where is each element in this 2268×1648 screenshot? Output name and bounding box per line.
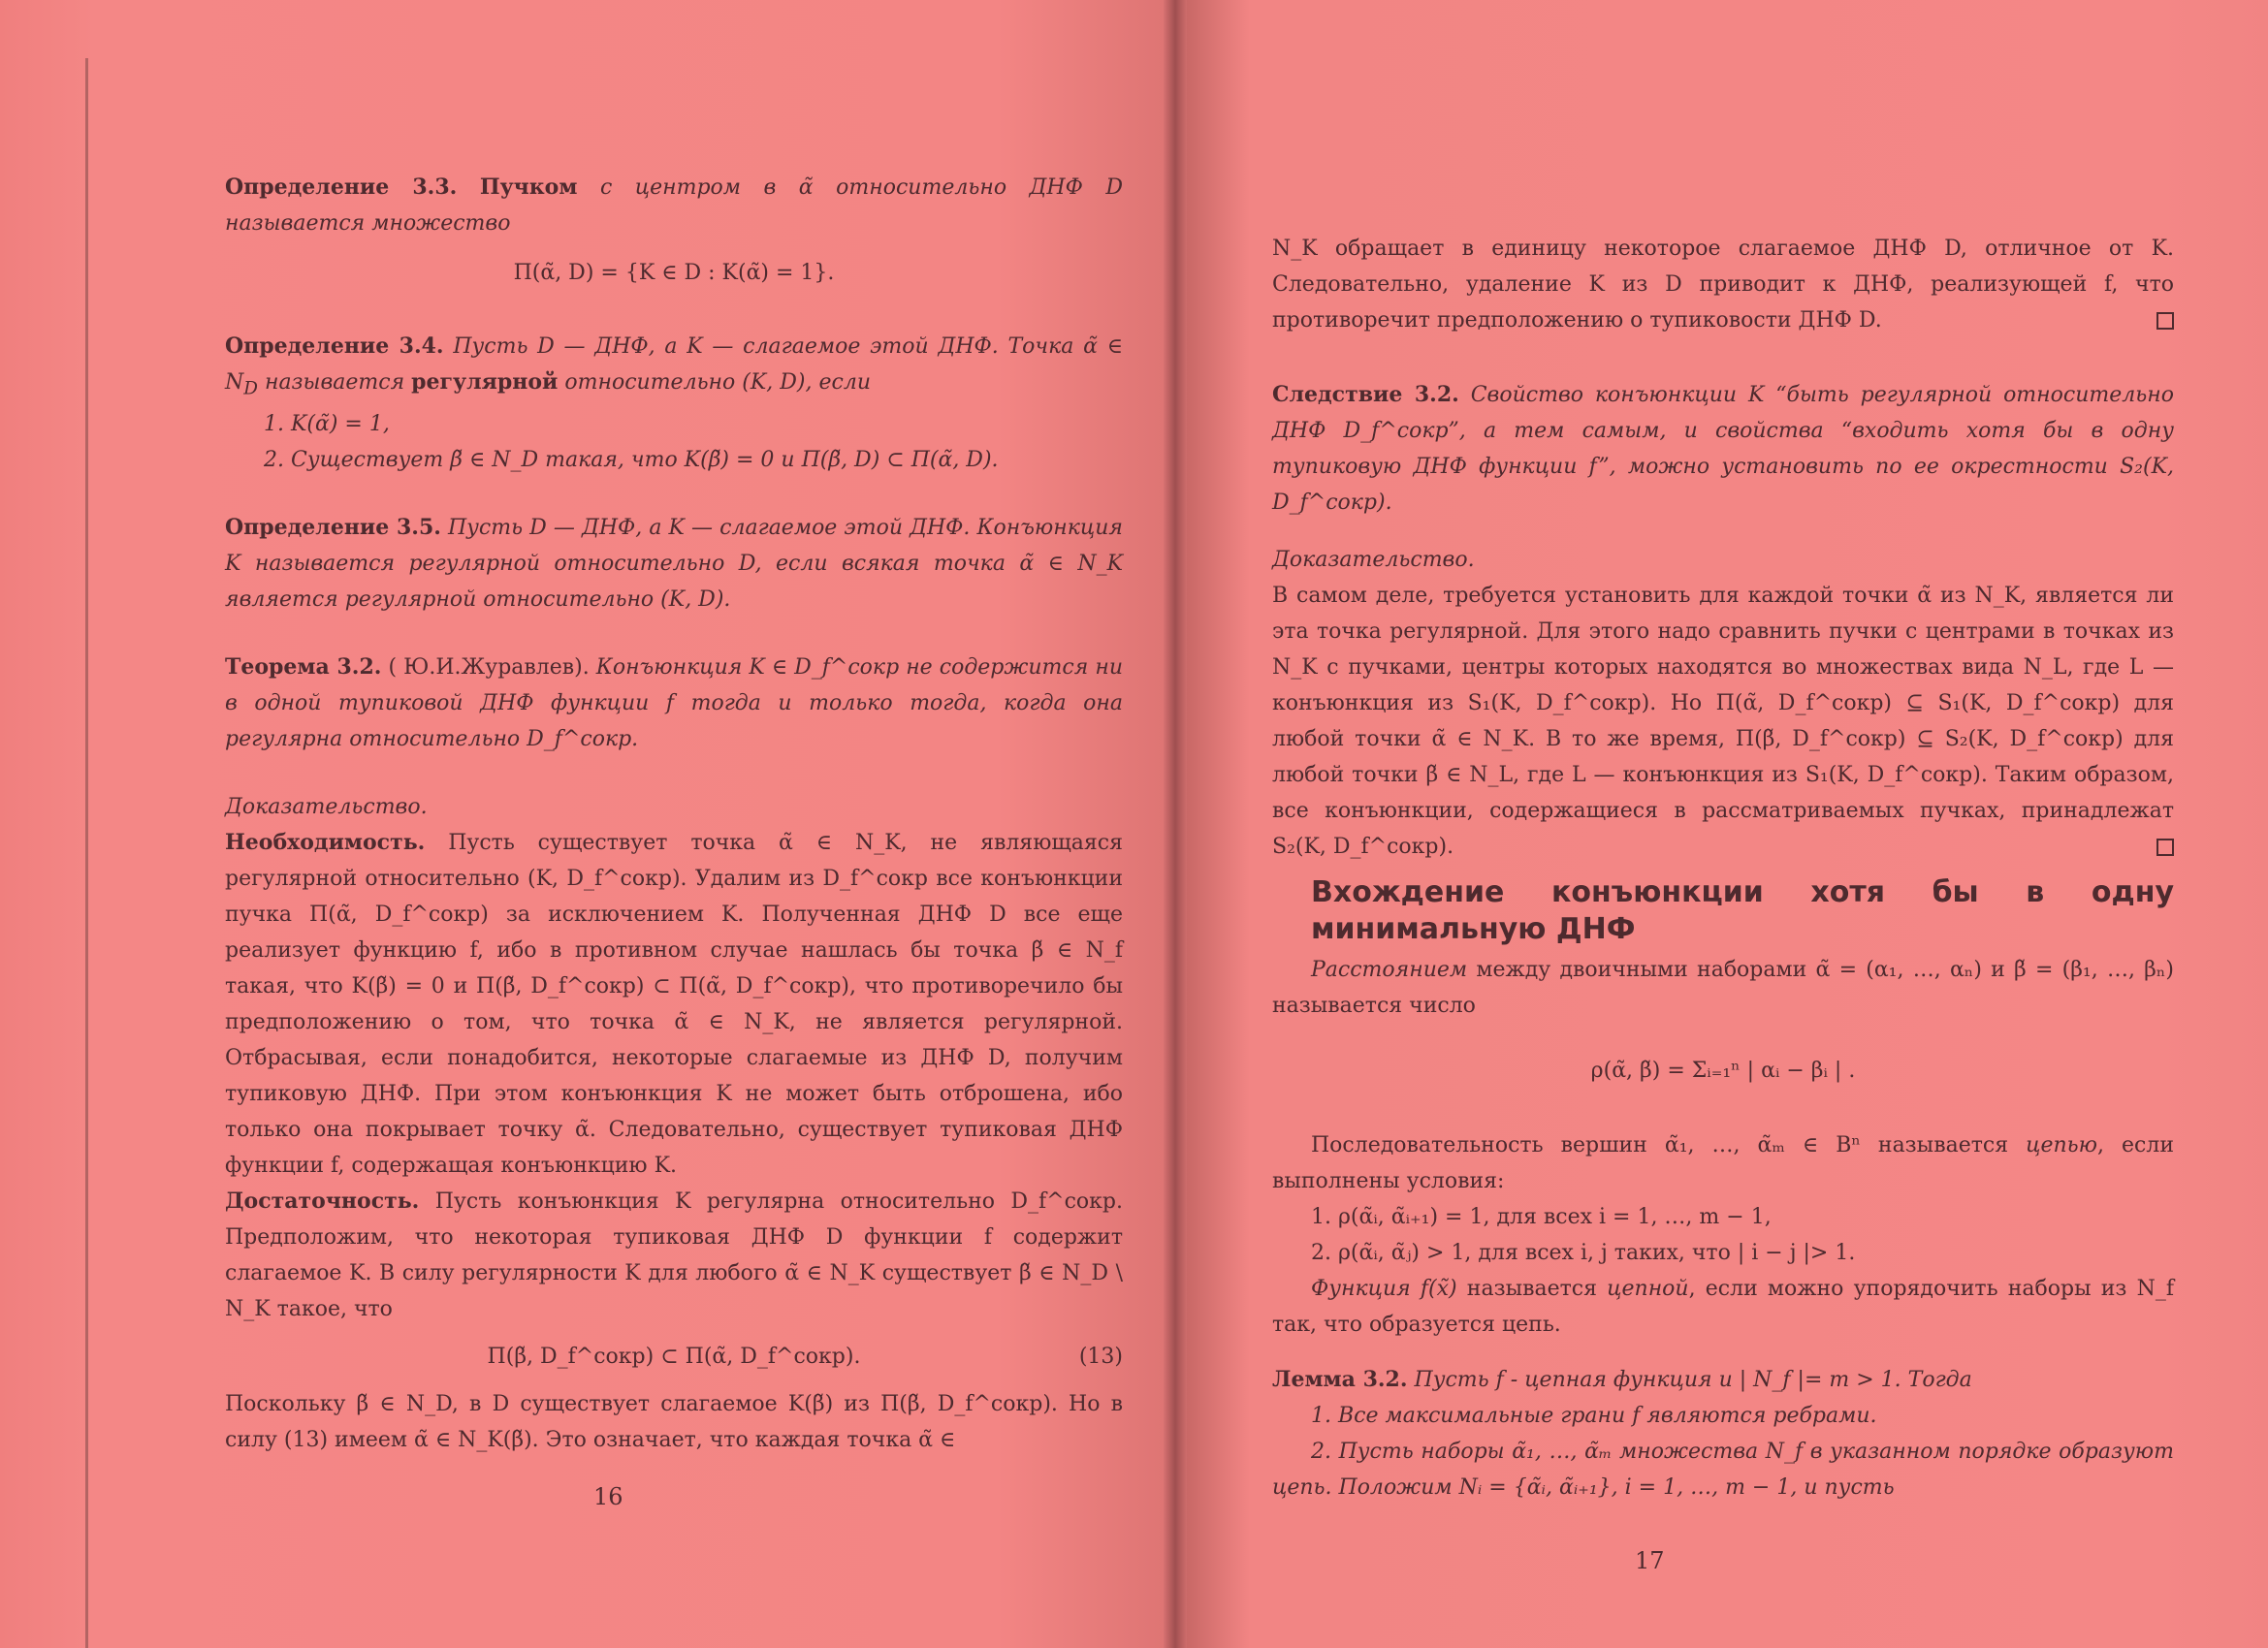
lemma-3-2-head: Лемма 3.2. — [1272, 1367, 1408, 1392]
chain-definition — [1272, 1127, 2174, 1199]
chain-function-definition — [1272, 1271, 2174, 1343]
chain-text-a: Последовательность вершин α̃₁, …, α̃ₘ ∈ Bⁿ называется — [1311, 1133, 2009, 1157]
lemma-3-2-item-2: 2. Пусть наборы α̃₁, …, α̃ₘ множества N_f в указанном порядке образуют цепь. Положим Nᵢ = {α̃ᵢ, α̃ᵢ₊₁}, i = 1, …, m − 1, и пусть — [1272, 1440, 2174, 1500]
definition-3-3-term: Пучком — [479, 174, 578, 200]
corollary-3-2-text: Свойство конъюнкции K “быть регулярной относительно ДНФ D_f^сокр”, а тем самым, и свойства “входить хотя бы в одну тупиковую ДНФ функции f”, можно установить по ее окрестности S₂(K, D_f^сокр). — [1272, 383, 2174, 515]
chain-condition-2: 2. ρ(α̃ᵢ, α̃ⱼ) > 1, для всех i, j таких, что | i − j |> 1. — [1311, 1241, 1856, 1265]
corollary-proof-paragraph — [1272, 578, 2174, 865]
definition-3-4-sub: D — [243, 378, 258, 399]
definition-3-5 — [225, 510, 1123, 618]
definition-3-3-formula: Π(α̃, D) = {K ∈ D : K(α̃) = 1}. — [513, 261, 835, 285]
after-equation-text: Поскольку β̃ ∈ N_D, в D существует слагаемое K(β̃) из Π(β̃, D_f^сокр). Но в силу (13) имеем α̃ ∈ N_K(β̃). Это означает, что каждая точка α̃ ∈ — [225, 1392, 1123, 1453]
definition-3-4-item-2: 2. Существует β̃ ∈ N_D такая, что K(β̃) = 0 и Π(β̃, D) ⊂ Π(α̃, D). — [264, 448, 999, 473]
sufficiency-text: Пусть конъюнкция K регулярна относительно D_f^сокр. Предположим, что некоторая тупиковая ДНФ D функции f содержит слагаемое K. В силу регулярности K для любого α̃ ∈ N_K существует β̃ ∈ N_D \ N_K такое, что — [225, 1189, 1124, 1322]
chain-func-b: называется — [1466, 1277, 1597, 1301]
sufficiency-head: Достаточность. — [225, 1188, 420, 1215]
corollary-3-2-head: Следствие 3.2. — [1272, 382, 1459, 407]
qed-square-icon — [2156, 839, 2174, 856]
chain-term: цепью — [2026, 1133, 2097, 1157]
book-spine — [1164, 0, 1187, 1648]
equation-13-number: (13) — [1078, 1345, 1123, 1370]
proof-label-right: Доказательство. — [1272, 548, 1475, 572]
left-page-text — [225, 170, 1123, 1458]
chain-condition-1: 1. ρ(α̃ᵢ, α̃ᵢ₊₁) = 1, для всех i = 1, …, m − 1, — [1311, 1205, 1772, 1229]
chain-func-c: , если можно упорядочить наборы из N_f так, что образуется цепь. — [1272, 1277, 2174, 1337]
definition-3-4-term: регулярной — [411, 369, 559, 395]
chain-func-a: Функция f(x̃) — [1311, 1277, 1457, 1301]
equation-13-formula: Π(β̃, D_f^сокр) ⊂ Π(α̃, D_f^сокр). — [487, 1345, 861, 1370]
proof-label: Доказательство. — [225, 795, 428, 820]
distance-definition — [1272, 952, 2174, 1024]
definition-3-3-head: Определение 3.3. — [225, 174, 458, 200]
lemma-3-2-item-1: 1. Все максимальные грани f являются ребрами. — [1311, 1404, 1877, 1428]
definition-3-3 — [225, 170, 1123, 241]
definition-3-4-text1: Пусть D — ДНФ, а K — слагаемое этой ДНФ. Точка α̃ ∈ N — [225, 334, 1123, 395]
definition-3-3-text: с центром в α̃ относительно ДНФ D называется множество — [225, 175, 1124, 236]
corollary-3-2 — [1272, 377, 2174, 521]
distance-text: между двоичными наборами α̃ = (α₁, …, αₙ) и β̃ = (β₁, …, βₙ) называется число — [1272, 958, 2174, 1018]
definition-3-4-text2: называется — [264, 370, 405, 395]
sufficiency-paragraph — [225, 1184, 1123, 1327]
necessity-paragraph — [225, 825, 1123, 1184]
distance-formula: ρ(α̃, β̃) = Σᵢ₌₁ⁿ | αᵢ − βᵢ | . — [1590, 1059, 1856, 1083]
chain-text-b: , если выполнены условия: — [1272, 1133, 2174, 1193]
continuation-text: N_K обращает в единицу некоторое слагаемое ДНФ D, отличное от K. Следовательно, удаление K из D приводит к ДНФ, реализующей f, что противоречит предположению о тупиковости ДНФ D. — [1272, 237, 2174, 333]
definition-3-4-item-1: 1. K(α̃) = 1, — [264, 412, 390, 437]
page-edge — [85, 58, 88, 1648]
chain-func-term: цепной — [1607, 1277, 1689, 1301]
section-heading: Вхождение конъюнкции хотя бы в одну минимальную ДНФ — [1311, 875, 2174, 946]
distance-term: Расстоянием — [1311, 958, 1468, 982]
necessity-text: Пусть существует точка α̃ ∈ N_K, не являющаяся регулярной относительно (K, D_f^сокр). Удалим из D_f^сокр все конъюнкции пучка Π(α̃, D_f^сокр) за исключением K. Полученная ДНФ D все еще реализует функцию f, ибо в противном случае нашлась бы точка β̃ ∈ N_f такая, что K(β̃) = 0 и Π(β̃, D_f^сокр) ⊂ Π(α̃, D_f^сокр), что противоречило бы предположению о том, что точка α̃ ∈ N_K, не является регулярной. Отбрасывая, если понадобится, некоторые слагаемые из ДНФ D, получим тупиковую ДНФ. При этом конъюнкция K не может быть отброшена, ибо только она покрывает точку α̃. Следовательно, существует тупиковая ДНФ функции f, содержащая конъюнкцию K. — [225, 831, 1123, 1179]
definition-3-4 — [225, 329, 1123, 406]
corollary-proof-text: В самом деле, требуется установить для каждой точки α̃ из N_K, является ли эта точка регулярной. Для этого надо сравнить пучки с центрами в точках из N_K с пучками, центры которых находятся во множествах вида N_L, где L — конъюнкция из S₁(K, D_f^сокр). Но Π(α̃, D_f^сокр) ⊆ S₁(K, D_f^сокр) для любой точки α̃ ∈ N_K. В то же время, Π(β̃, D_f^сокр) ⊆ S₂(K, D_f^сокр) для любой точки β̃ ∈ N_L, где L — конъюнкция из S₁(K, D_f^сокр). Таким образом, все конъюнкции, содержащиеся в рассматриваемых пучках, принадлежат S₂(K, D_f^сокр). — [1272, 584, 2174, 859]
equation-13 — [225, 1339, 1123, 1375]
page-number-right: 17 — [1635, 1547, 1665, 1574]
necessity-head: Необходимость. — [225, 830, 426, 856]
definition-3-4-text3: относительно (K, D), если — [564, 370, 872, 395]
definition-3-5-text: Пусть D — ДНФ, а K — слагаемое этой ДНФ. Конъюнкция K называется регулярной относительно D, если всякая точка α̃ ∈ N_K является регулярной относительно (K, D). — [225, 516, 1123, 613]
lemma-3-2 — [1272, 1362, 2174, 1398]
right-page-text — [1272, 231, 2174, 1505]
theorem-3-2 — [225, 650, 1123, 757]
qed-square-icon — [2156, 312, 2174, 330]
theorem-3-2-head: Теорема 3.2. — [225, 654, 382, 681]
definition-3-5-head: Определение 3.5. — [225, 515, 441, 541]
theorem-3-2-text: Конъюнкция K ∈ D_f^сокр не содержится ни в одной тупиковой ДНФ функции f тогда и только тогда, когда она регулярна относительно D_f^сокр. — [225, 655, 1123, 752]
definition-3-4-head: Определение 3.4. — [225, 333, 444, 359]
theorem-3-2-author: ( Ю.И.Журавлев). — [388, 655, 590, 681]
lemma-3-2-text: Пусть f - цепная функция и | N_f |= m > 1. Тогда — [1414, 1368, 1972, 1392]
continuation-paragraph — [1272, 231, 2174, 338]
page-number-left: 16 — [593, 1483, 623, 1510]
